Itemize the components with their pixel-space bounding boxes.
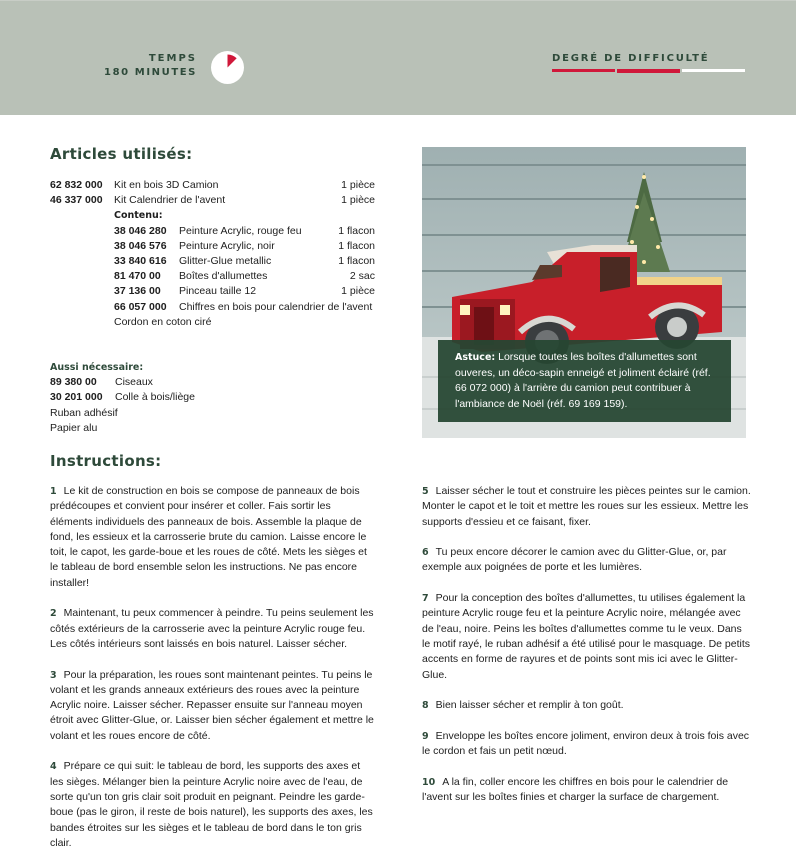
- instructions-column-right: [422, 484, 752, 821]
- instruction-step: [422, 545, 752, 576]
- article-row: [50, 178, 375, 193]
- also-needed-title: Aussi nécessaire:: [50, 362, 144, 373]
- article-code: 46 337 000: [50, 194, 103, 207]
- contenu-desc: Chiffres en bois pour calendrier de l'avent: [179, 300, 373, 313]
- instruction-step: [50, 484, 375, 591]
- contenu-qty: 2 sac: [349, 270, 375, 283]
- contenu-code: 33 840 616: [114, 255, 167, 268]
- step-text: Pour la préparation, les roues sont maintenant peintes. Tu peins le volant et les grands anneaux extérieurs des roues avec la peinture Acrylic noire. Laisser sécher. Repasser ensuite sur l'anneau moyen étroit avec Glitter-Glue, or. Laisser bien sécher également et mettre le volant et les roues encore de côté.: [50, 668, 374, 742]
- contenu-qty: 1 flacon: [338, 239, 375, 252]
- step-number: 6: [422, 547, 429, 559]
- instructions-column-left: [50, 484, 375, 866]
- contenu-row: [50, 239, 375, 254]
- contenu-desc: Peinture Acrylic, rouge feu: [179, 224, 302, 237]
- step-text: Laisser sécher le tout et construire les pièces peintes sur le camion. Monter le capot et le toit et mettre les roues sur les essieux. Mettre les supports d'essieu et ce faisant, fixer.: [422, 485, 751, 528]
- articles-list: [50, 178, 375, 330]
- step-text: Le kit de construction en bois se compose de panneaux de bois prédécoupes et convient pour insérer et coller. Fais sortir les éléments individuels des panneaux de bois. Assemble la plaque de fond, les essieux et la carrosserie brute du camion. Laisse encore le toit, le capot, les garde-boue et les roues de côté. Mets les sièges et le tableau de bord ensemble selon les instructions. Ne pas encore installer!: [50, 485, 367, 589]
- instruction-step: [422, 591, 752, 683]
- step-number: 9: [422, 730, 429, 742]
- also-needed-desc: Colle à bois/liège: [115, 391, 195, 404]
- time-value: 180 MINUTES: [104, 67, 197, 78]
- step-text: A la fin, coller encore les chiffres en bois pour le calendrier de l'avent sur les boîtes finies et charger la surface de chargement.: [422, 775, 729, 803]
- also-needed-row: [50, 375, 195, 390]
- contenu-row: [50, 254, 375, 269]
- contenu-row: [50, 300, 375, 315]
- instruction-step: [50, 668, 375, 744]
- contenu-code: 81 470 00: [114, 270, 161, 283]
- contenu-code: 66 057 000: [114, 300, 167, 313]
- article-qty: 1 pièce: [341, 194, 375, 207]
- step-number: 10: [422, 776, 436, 788]
- contenu-row: [50, 224, 375, 239]
- instructions-title: Instructions:: [50, 452, 162, 470]
- contenu-qty: 1 pièce: [341, 285, 375, 298]
- instruction-step: [50, 759, 375, 851]
- contenu-qty: 1 flacon: [338, 255, 375, 268]
- step-number: 8: [422, 700, 429, 712]
- instruction-step: [422, 729, 752, 760]
- time-info: [104, 53, 197, 78]
- step-text: Tu peux encore décorer le camion avec du Glitter-Glue, or, par exemple aux poignées de porte et les lumières.: [422, 546, 727, 574]
- step-number: 5: [422, 486, 429, 497]
- tip-box: [438, 340, 731, 422]
- difficulty-label: DEGRÉ DE DIFFICULTÉ: [552, 53, 710, 64]
- contenu-desc: Boîtes d'allumettes: [179, 270, 268, 283]
- contenu-row: [50, 269, 375, 284]
- difficulty-info: [552, 53, 745, 73]
- step-number: 7: [422, 593, 429, 605]
- step-text: Bien laisser sécher et remplir à ton goût.: [435, 699, 624, 712]
- also-needed-code: 89 380 00: [50, 376, 97, 389]
- difficulty-segment: [617, 69, 680, 73]
- step-number: 2: [50, 608, 57, 620]
- difficulty-meter: [552, 69, 745, 73]
- contenu-code: 37 136 00: [114, 285, 161, 298]
- time-label: TEMPS: [148, 53, 197, 64]
- clock-icon: [211, 51, 244, 84]
- contenu-row: [50, 284, 375, 299]
- step-text: Pour la conception des boîtes d'allumettes, tu utilises également la peinture Acrylic rouge feu et la peinture Acrylic noire, mélangée avec de l'eau, noire. Peins les boîtes d'allumettes comme tu le veux. Dans le motif rayé, le ruban adhésif a été utilisé pour le masquage. De petits accents en forme de rayures et de points sont mis ici avec le Glitter-Glue.: [422, 592, 751, 681]
- step-number: 4: [50, 761, 57, 773]
- step-number: 1: [50, 486, 57, 497]
- contenu-desc: Peinture Acrylic, noir: [179, 239, 275, 252]
- header-band: [0, 0, 796, 115]
- instruction-step: [422, 775, 752, 806]
- contenu-extra: Cordon en coton ciré: [114, 315, 212, 328]
- article-row: [50, 193, 375, 208]
- difficulty-segment: [682, 69, 745, 72]
- also-needed-row: [50, 390, 195, 405]
- articles-title: Articles utilisés:: [50, 145, 193, 163]
- article-qty: 1 pièce: [341, 179, 375, 191]
- also-needed-plain: Ruban adhésif: [50, 406, 118, 419]
- contenu-desc: Pinceau taille 12: [179, 285, 257, 298]
- tip-text: Lorsque toutes les boîtes d'allumettes sont ouveres, un déco-sapin enneigé et joliment éclairé (réf. 66 072 000) à l'arrière du camion peut contribuer à l'ambiance de Noël (réf. 69 169 159).: [455, 351, 711, 410]
- step-number: 3: [50, 669, 57, 681]
- tip-label: Astuce:: [455, 352, 496, 363]
- difficulty-segment: [552, 69, 615, 72]
- also-needed-list: [50, 360, 195, 436]
- contenu-label: Contenu:: [114, 210, 163, 222]
- article-desc: Kit Calendrier de l'avent: [114, 194, 226, 207]
- contenu-code: 38 046 280: [114, 224, 167, 237]
- also-needed-desc: Ciseaux: [115, 376, 153, 389]
- step-text: Enveloppe les boîtes encore joliment, environ deux à trois fois avec le cordon et fais un petit nœud.: [422, 729, 750, 758]
- instruction-step: [50, 606, 375, 652]
- also-needed-code: 30 201 000: [50, 391, 103, 404]
- step-text: Maintenant, tu peux commencer à peindre. Tu peins seulement les côtés extérieurs de la carrosserie avec la peinture Acrylic rouge feu. Les côtés intérieurs sont laissés en bois naturel. Laisser sécher.: [50, 607, 374, 650]
- contenu-desc: Glitter-Glue metallic: [179, 255, 272, 268]
- step-text: Prépare ce qui suit: le tableau de bord, les supports des axes et les sièges. Mélanger bien la peinture Acrylic noire avec de l'eau, de sorte qu'un ton gris clair soit produit en peignant. Peindre les garde-boue (pas le giron, il reste de bois naturel), les supports des axes, les bandes étroites sur les sièges et le tableau de bord dans le ton gris clair.: [50, 760, 373, 849]
- instruction-step: [422, 484, 752, 530]
- contenu-code: 38 046 576: [114, 239, 167, 252]
- also-needed-plain: Papier alu: [50, 421, 98, 434]
- contenu-qty: 1 flacon: [338, 224, 375, 237]
- instruction-step: [422, 698, 752, 713]
- article-desc: Kit en bois 3D Camion: [114, 179, 219, 191]
- article-code: 62 832 000: [50, 179, 103, 191]
